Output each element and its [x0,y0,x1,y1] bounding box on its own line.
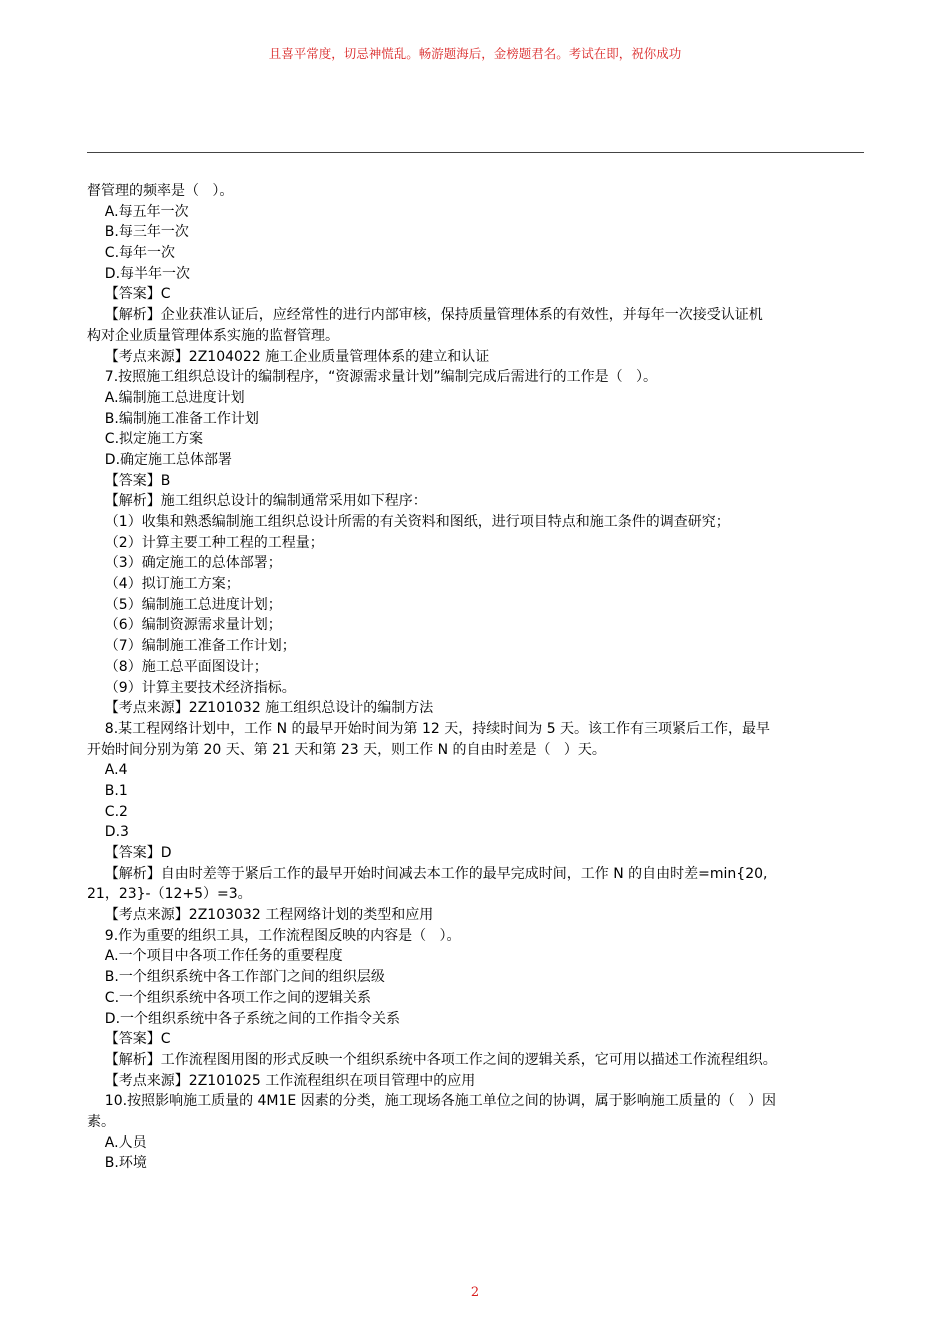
text-line: A.人员 [87,1134,147,1151]
text-line: B.每三年一次 [87,224,189,241]
text-line: 【解析】施工组织总设计的编制通常采用如下程序： [87,493,427,510]
page-number: 2 [470,1285,480,1300]
text-line: 【答案】B [87,472,171,489]
header-divider [87,152,864,153]
text-line: 素。 [87,1113,115,1130]
text-line: 8.某工程网络计划中，工作 N 的最早开始时间为第 12 天，持续时间为 5 天。该工作有三项紧后工作，最早 [87,720,771,737]
text-line: 开始时间分别为第 20 天、第 21 天和第 23 天，则工作 N 的自由时差是（ ）天。 [87,741,606,758]
text-line: A.每五年一次 [87,203,189,220]
text-line: C.拟定施工方案 [87,431,204,448]
text-line: D.3 [87,824,129,841]
text-line: 【考点来源】2Z103032 工程网络计划的类型和应用 [87,907,434,924]
text-line: 10.按照影响施工质量的 4M1E 因素的分类，施工现场各施工单位之间的协调，属于影响施工质量的（ ）因 [87,1093,777,1110]
text-line: （1）收集和熟悉编制施工组织总设计所需的有关资料和图纸，进行项目特点和施工条件的调查研究； [87,514,730,530]
text-line: 【解析】工作流程图用图的形式反映一个组织系统中各项工作之间的逻辑关系，它可用以描述工作流程组织。 [87,1051,777,1068]
text-line: B.1 [87,782,128,799]
text-line: （6）编制资源需求量计划； [87,617,282,634]
text-line: 督管理的频率是（ ）。 [87,183,234,199]
text-line: 【考点来源】2Z101032 施工组织总设计的编制方法 [87,700,434,717]
text-line: A.4 [87,762,128,779]
text-line: 21，23}-（12+5）=3。 [87,886,252,903]
text-line: （2）计算主要工种工程的工程量； [87,534,324,551]
text-line: 7.按照施工组织总设计的编制程序，“资源需求量计划”编制完成后需进行的工作是（ ）。 [87,369,658,386]
text-line: C.2 [87,803,128,820]
text-line: D.每半年一次 [87,265,191,282]
text-line: 【考点来源】2Z104022 施工企业质量管理体系的建立和认证 [87,348,490,365]
text-line: （4）拟订施工方案； [87,576,240,593]
text-line: 构对企业质量管理体系实施的监督管理。 [87,327,339,344]
text-line: （8）施工总平面图设计； [87,658,268,675]
text-line: （9）计算主要技术经济指标。 [87,679,296,696]
text-line: 【考点来源】2Z101025 工作流程组织在项目管理中的应用 [87,1072,476,1089]
text-line: 【解析】企业获准认证后，应经常性的进行内部审核，保持质量管理体系的有效性，并每年一次接受认证机 [87,307,763,324]
text-line: B.环境 [87,1155,147,1172]
text-line: A.一个项目中各项工作任务的重要程度 [87,948,343,965]
text-line: （5）编制施工总进度计划； [87,596,282,613]
text-line: （3）确定施工的总体部署； [87,555,282,572]
text-line: 【解析】自由时差等于紧后工作的最早开始时间减去本工作的最早完成时间，工作 N 的自由时差=min{20, [87,865,768,882]
header-motto: 且喜平常度，切忌神慌乱。畅游题海后，金榜题君名。考试在即，祝你成功 [268,46,682,61]
document-body [87,181,864,1174]
text-line: C.一个组织系统中各项工作之间的逻辑关系 [87,989,372,1006]
text-line: A.编制施工总进度计划 [87,389,245,406]
text-line: B.编制施工准备工作计划 [87,410,259,427]
text-line: D.一个组织系统中各子系统之间的工作指令关系 [87,1010,401,1027]
text-line: D.确定施工总体部署 [87,451,233,468]
text-line: B.一个组织系统中各工作部门之间的组织层级 [87,969,385,986]
text-line: （7）编制施工准备工作计划； [87,638,296,655]
text-line: 【答案】C [87,286,171,303]
text-line: 9.作为重要的组织工具，工作流程图反映的内容是（ ）。 [87,927,461,944]
text-line: C.每年一次 [87,245,176,262]
text-line: 【答案】D [87,845,172,861]
text-line: 【答案】C [87,1031,171,1048]
